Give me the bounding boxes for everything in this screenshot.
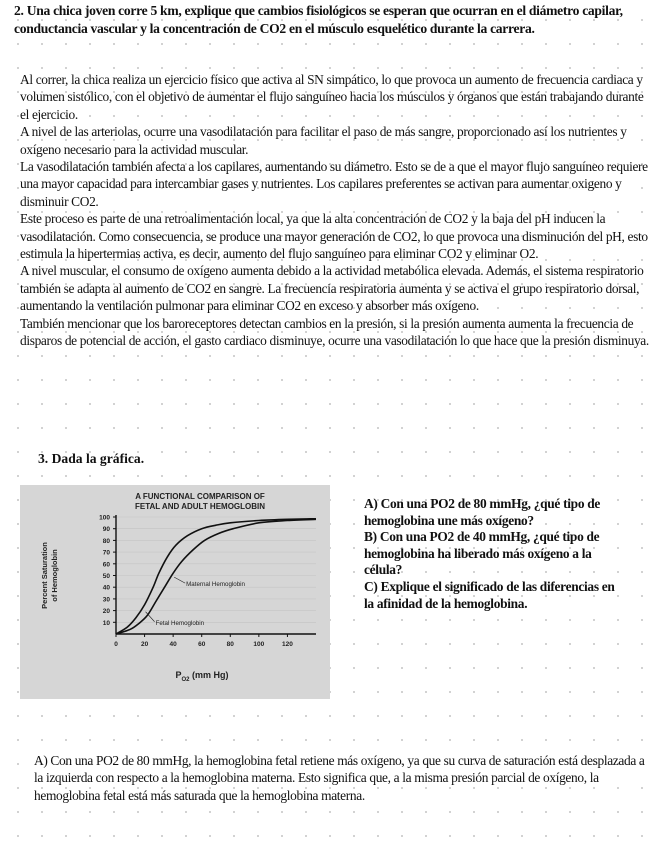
answer-3a-text: A) Con una PO2 de 80 mmHg, la hemoglobina fetal retiene más oxígeno, ya que su curva de saturación está desplazada a la izquierda con respecto a la hemoglobina materna. Esto significa que, a la misma presión parcial de oxígeno, la hemoglobina fetal está más saturada que la hemoglobina materna. <box>34 753 645 803</box>
y-tick-label: 100 <box>99 514 110 522</box>
y-axis-label-line-1: Percent Saturation <box>40 542 49 609</box>
answer-3a <box>34 752 646 804</box>
question-3-heading: 3. Dada la gráfica. <box>38 451 145 466</box>
y-tick-label: 50 <box>102 573 110 580</box>
subquestion-c: C) Explique el significado de las diferencias en la afinidad de la hemoglobina. <box>364 578 615 611</box>
x-tick-label: 20 <box>140 641 149 648</box>
chart-title-line-2: FETAL AND ADULT HEMOGLOBIN <box>134 502 266 511</box>
chart-title-line-1: A FUNCTIONAL COMPARISON OF <box>135 492 265 501</box>
x-tick-label: 120 <box>281 641 293 648</box>
y-tick-label: 60 <box>102 561 110 569</box>
x-tick-label: 100 <box>253 641 265 648</box>
answer-2-paragraph: También mencionar que los baroreceptores detectan cambios en la presión, si la presión aumenta aumenta la frecuencia de disparos de potencial de acción, el gasto cardiaco disminuye, ocurre una vasodilatación lo que hace que la presión disminuya. <box>20 315 649 349</box>
y-tick-label: 40 <box>102 584 110 592</box>
y-tick-label: 10 <box>102 619 110 627</box>
answer-2-paragraph: Este proceso es parte de una retroalimentación local, ya que la alta concentración de CO2 y la baja del pH inducen la vasodilatación. Como consecuencia, se produce una mayor generación de CO2, lo que provoca una disminución del pH, esto estimula la hipertermias activa, es decir, aumento del flujo sanguíneo para eliminar CO2 y eliminar O2. <box>20 211 648 262</box>
hemoglobin-chart-svg <box>20 485 330 699</box>
question-3-subquestions <box>364 496 624 612</box>
question-2-heading: 2. Una chica joven corre 5 km, explique que cambios fisiológicos se esperan que ocurran en el diámetro capilar, conductancia vascular y la concentración de CO2 en el músculo esquelético durante la carrera. <box>14 3 623 36</box>
maternal-hemoglobin-curve <box>116 519 316 634</box>
x-tick-label: 0 <box>114 641 118 648</box>
answer-2 <box>20 71 652 350</box>
y-tick-label: 90 <box>102 526 110 534</box>
maternal-hemoglobin-label: Maternal Hemoglobin <box>186 581 245 589</box>
answer-2-paragraph: A nivel muscular, el consumo de oxígeno aumenta debido a la actividad metabólica elevada. Además, el sistema respiratorio también se adapta al aumento de CO2 en sangre. La frecuencia respiratoria aumenta y se activa el grupo respiratorio dorsal, aumentando la ventilación pulmonar para eliminar CO2 en exceso y absorber más oxígeno. <box>20 263 644 314</box>
x-tick-label: 80 <box>226 641 234 648</box>
hemoglobin-chart <box>20 485 330 699</box>
answer-2-paragraph: La vasodilatación también afecta a los capilares, aumentando su diámetro. Esto se de a que el mayor flujo sanguíneo requiere una mayor capacidad para intercambiar gases y nutrientes. Los capilares preferentes se activan para aumentar oxigeno y disminuir CO2. <box>20 159 648 209</box>
y-tick-label: 30 <box>102 596 110 604</box>
x-tick-label: 60 <box>198 641 206 648</box>
x-tick-label: 40 <box>169 641 177 648</box>
subquestion-a: A) Con una PO2 de 80 mmHg, ¿qué tipo de hemoglobina une más oxígeno? <box>364 496 601 528</box>
y-tick-label: 20 <box>102 608 110 616</box>
subquestion-b: B) Con una PO2 de 40 mmHg, ¿qué tipo de hemoglobina ha liberado más oxígeno a la célula? <box>364 529 600 578</box>
y-tick-label: 80 <box>102 537 110 545</box>
fetal-hemoglobin-label: Fetal Hemoglobin <box>155 619 205 627</box>
y-tick-label: 70 <box>102 549 110 557</box>
y-axis-label-line-2: of Hemoglobin <box>50 549 59 602</box>
maternal-label-leader <box>174 577 185 583</box>
answer-2-paragraph: A nivel de las arteriolas, ocurre una vasodilatación para facilitar el paso de más sangre, proporcionado así los nutrientes y oxígeno necesario para la actividad muscular. <box>20 124 627 157</box>
answer-2-paragraph: Al correr, la chica realiza un ejercicio físico que activa al SN simpático, lo que provoca un aumento de frecuencia cardiaca y volumen sistólico, con el objetivo de aumentar el flujo sanguíneo hacia los músculos y órganos que están trabajando durante el ejercicio. <box>20 72 644 122</box>
x-axis-label: $P_{O2}$ (mm Hg) <box>175 670 229 683</box>
